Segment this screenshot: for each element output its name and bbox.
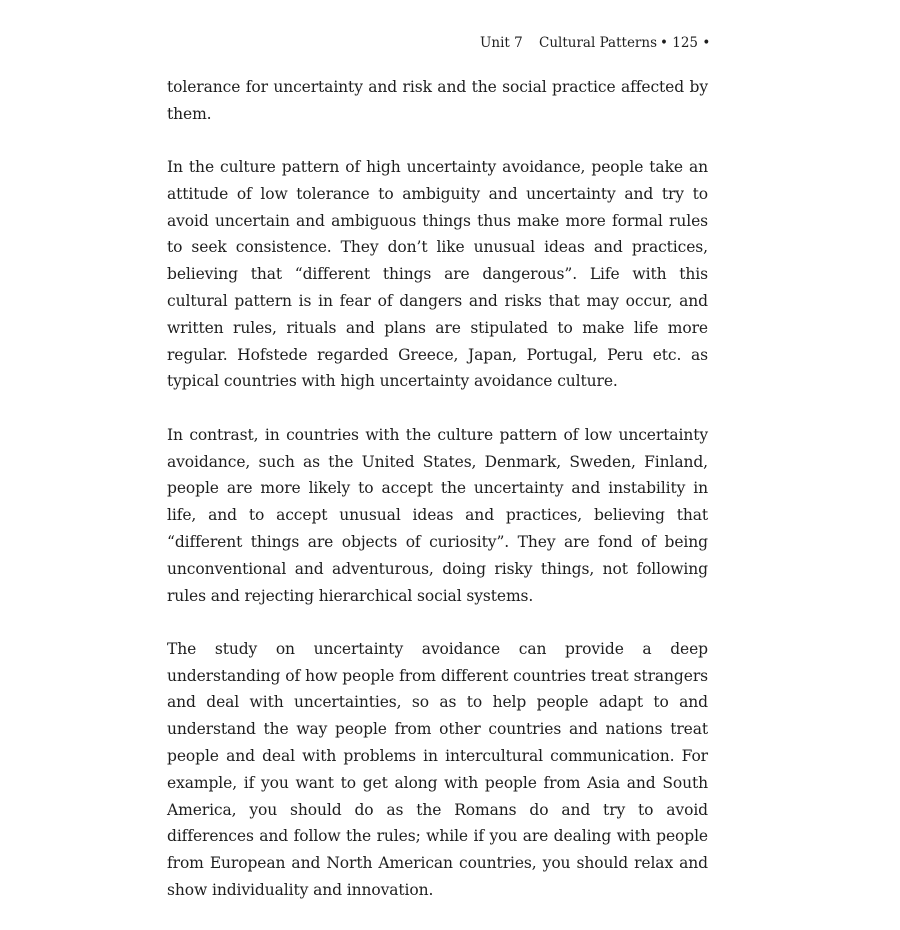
paragraph-continuation: tolerance for uncertainty and risk and the social practice affected by them. bbox=[167, 78, 708, 123]
chapter-title: Cultural Patterns bbox=[539, 35, 658, 51]
body-text bbox=[167, 74, 708, 930]
paragraph-low-uncertainty: In contrast, in countries with the culture pattern of low uncertainty avoidance, such as the United States, Denmark, Sweden, Finland, people are more likely to accept the uncertainty and instability in life, and to accept unusual ideas and practices, believing that “different things are objects of curiosity”. They are fond of being unconventional and adventurous, doing risky things, not following rules and rejecting hierarchical social systems. bbox=[167, 425, 708, 605]
paragraph-high-uncertainty: In the culture pattern of high uncertainty avoidance, people take an attitude of low tolerance to ambiguity and uncertainty and try to avoid uncertain and ambiguous things thus make more formal rules to seek consistence. They don’t like unusual ideas and practices, believing that “different things are dangerous”. Life with this cultural pattern is in fear of dangers and risks that may occur, and written rules, rituals and plans are stipulated to make life more regular. Hofstede regarded Greece, Japan, Portugal, Peru etc. as typical countries with high uncertainty avoidance culture. bbox=[167, 158, 708, 391]
paragraph-study-implications: The study on uncertainty avoidance can provide a deep understanding of how people from different countries treat strangers and deal with uncertainties, so as to help people adapt to and understand the way people from other countries and nations treat people and deal with problems in intercultural communication. For example, if you want to get along with people from Asia and South America, you should do as the Romans do and try to avoid differences and follow the rules; while if you are dealing with people from European and North American countries, you should relax and show individuality and innovation. bbox=[167, 639, 708, 900]
running-header bbox=[480, 34, 710, 52]
page-number: • 125 • bbox=[660, 35, 711, 51]
unit-label: Unit 7 bbox=[480, 35, 523, 51]
